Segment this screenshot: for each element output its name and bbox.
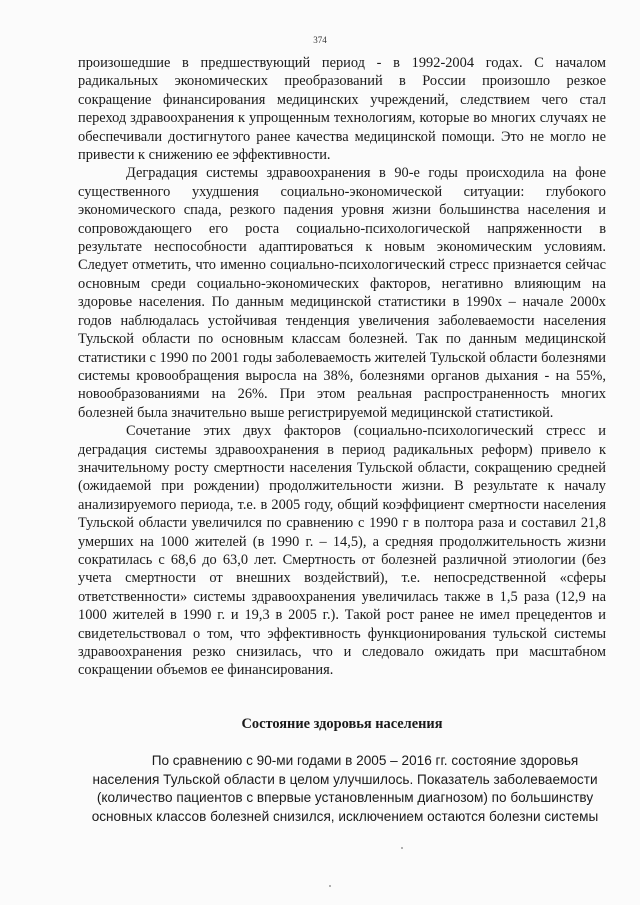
paragraph-1: произошедшие в предшествующий период - в 1992-2004 годах. С началом радикальных экономических преобразований в России произошло резкое сокращение финансирования медицинских учреждений, следствием чего стал переход здравоохранения к упрощенным технологиям, которые во многих случаях не обеспечивали достигнутого ранее качества медицинской помощи. Это не могло не привести к снижению ее эффективности. — [78, 55, 606, 164]
section-line-4: основных классов болезней снизился, исключением остаются болезни системы — [91, 808, 599, 824]
page-number: 374 — [313, 35, 327, 45]
section-heading: Состояние здоровья населения — [241, 716, 443, 732]
section-line-1: По сравнению с 90-ми годами в 2005 – 2016 гг. состояние здоровья — [151, 753, 579, 768]
scan-speck — [329, 885, 331, 887]
body-text — [78, 54, 606, 680]
paragraph-3: Сочетание этих двух факторов (социально-психологический стресс и деградация системы здравоохранения в период радикальных реформ) привело к значительному росту смертности населения Тульской области, сокращению средней (ожидаемой при рождении) продолжительности жизни. В результате к началу анализируемого периода, т.е. в 2005 году, общий коэффициент смертности населения Тульской области увеличился по сравнению с 1990 г в полтора раза и составил 21,8 умерших на 1000 жителей (в 1990 г. – 14,5), а средняя продолжительность жизни сократилась с 68,6 до 63,0 лет. Смертность от болезней различной этиологии (без учета смертности от внешних воздействий), т.е. непосредственной «сферы ответственности» системы здравоохранения увеличилась также в 1,5 раза (12,9 на 1000 жителей в 1990 г. и 19,3 в 2005 г.). Такой рост ранее не имел прецедентов и свидетельствовал о том, что эффективность функционирования тульской системы здравоохранения резко снизилась, что и следовало ожидать при масштабном сокращении объемов ее финансирования. — [78, 423, 606, 679]
section-line-3: (количество пациентов с впервые установленным диагнозом) по большинству — [96, 790, 594, 805]
section-text — [78, 752, 612, 826]
paragraph-2: Деградация системы здравоохранения в 90-е годы происходила на фоне существенного ухудшения социально-экономической ситуации: глубокого экономического спада, резкого падения уровня жизни большинства населения и сопровождающего его роста социально-психологической напряженности в результате неспособности адаптироваться к новым экономическим условиям. Следует отметить, что именно социально-психологический стресс признается сейчас основным среди социально-экономических факторов, негативно влияющим на здоровье населения. По данным медицинской статистики в 1990х – начале 2000х годов наблюдалась устойчивая тенденция увеличения заболеваемости населения Тульской области по основным классам болезней. Так по данным медицинской статистики с 1990 по 2001 годы заболеваемость жителей Тульской области болезнями системы кровообращения выросла на 38%, болезнями органов дыхания - на 55%, новообразованиями на 26%. При этом реальная распространенность многих болезней была значительно выше регистрируемой медицинской статистикой. — [78, 165, 606, 421]
scan-speck — [401, 847, 403, 849]
section-line-2: населения Тульской области в целом улучшилось. Показатель заболеваемости — [92, 771, 598, 787]
